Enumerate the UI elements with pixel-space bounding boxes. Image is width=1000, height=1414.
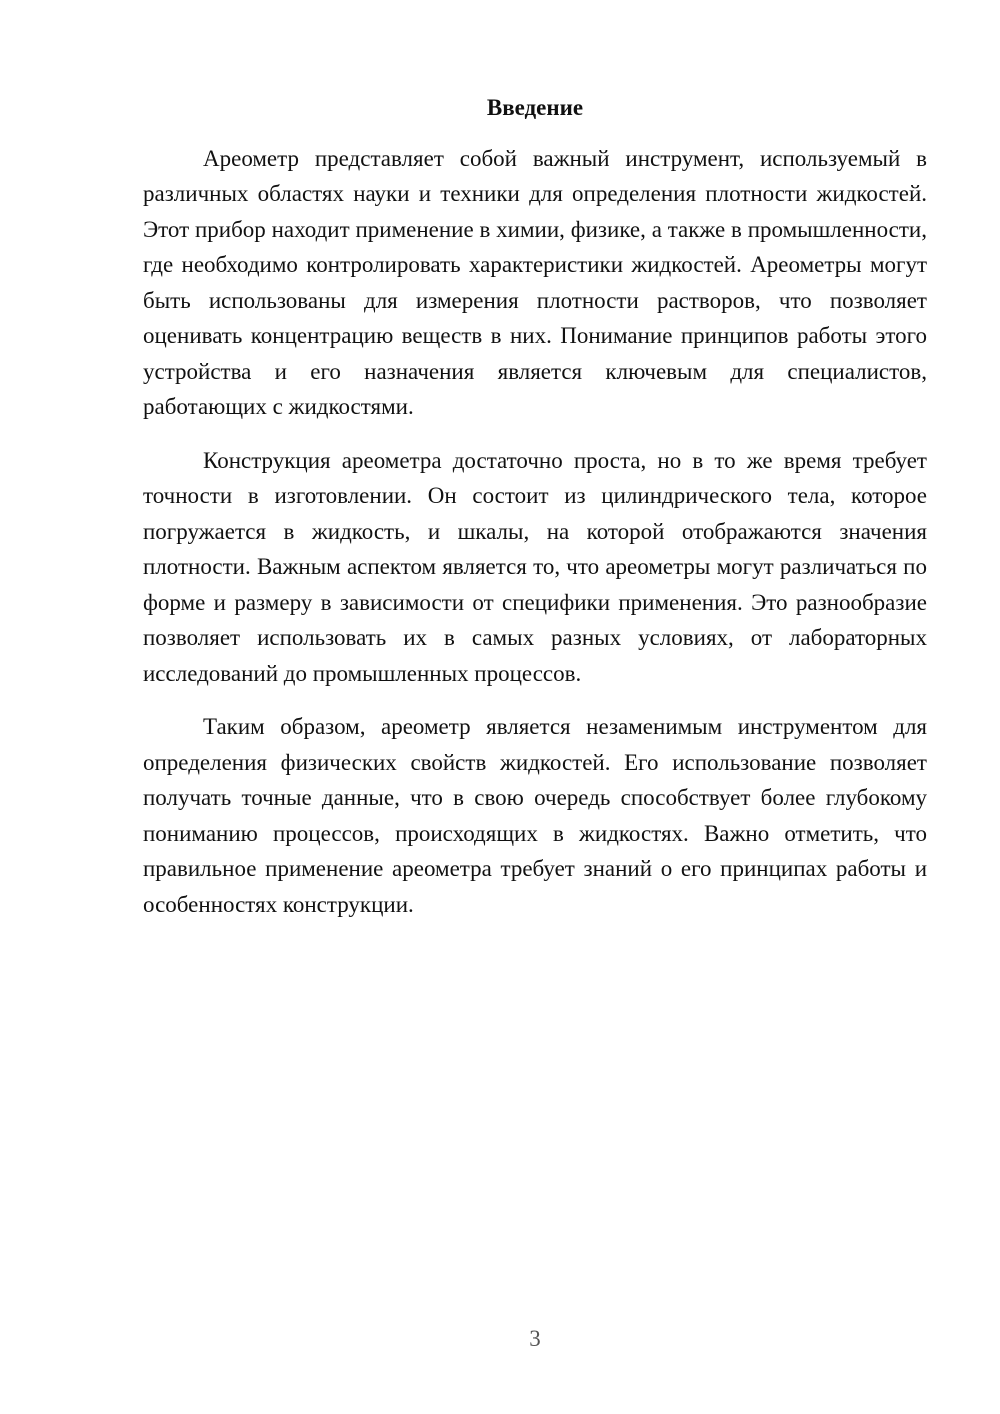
section-title: Введение bbox=[486, 95, 584, 120]
paragraph-1: Ареометр представляет собой важный инструмент, используемый в различных областях науки и техники для определения плотности жидкостей. Этот прибор находит применение в химии, физике, а также в промышленности, где необходимо контролировать характеристики жидкостей. Ареометры могут быть использованы для измерения плотности растворов, что позволяет оценивать концентрацию веществ в них. Понимание принципов работы этого устройства и его назначения является ключевым для специалистов, работающих с жидкостями. bbox=[143, 145, 927, 419]
paragraph-3: Таким образом, ареометр является незаменимым инструментом для определения физических свойств жидкостей. Его использование позволяет получать точные данные, что в свою очередь способствует более глубокому пониманию процессов, происходящих в жидкостях. Важно отметить, что правильное применение ареометра требует знаний о его принципах работы и особенностях конструкции. bbox=[143, 714, 927, 917]
paragraph-2: Конструкция ареометра достаточно проста, но в то же время требует точности в изготовлении. Он состоит из цилиндрического тела, которое погружается в жидкость, и шкалы, на которой отображаются значения плотности. Важным аспектом является то, что ареометры могут различаться по форме и размеру в зависимости от специфики применения. Это разнообразие позволяет использовать их в самых разных условиях, от лабораторных исследований до промышленных процессов. bbox=[143, 447, 927, 686]
document-content bbox=[143, 90, 927, 940]
page-number: 3 bbox=[529, 1326, 541, 1351]
